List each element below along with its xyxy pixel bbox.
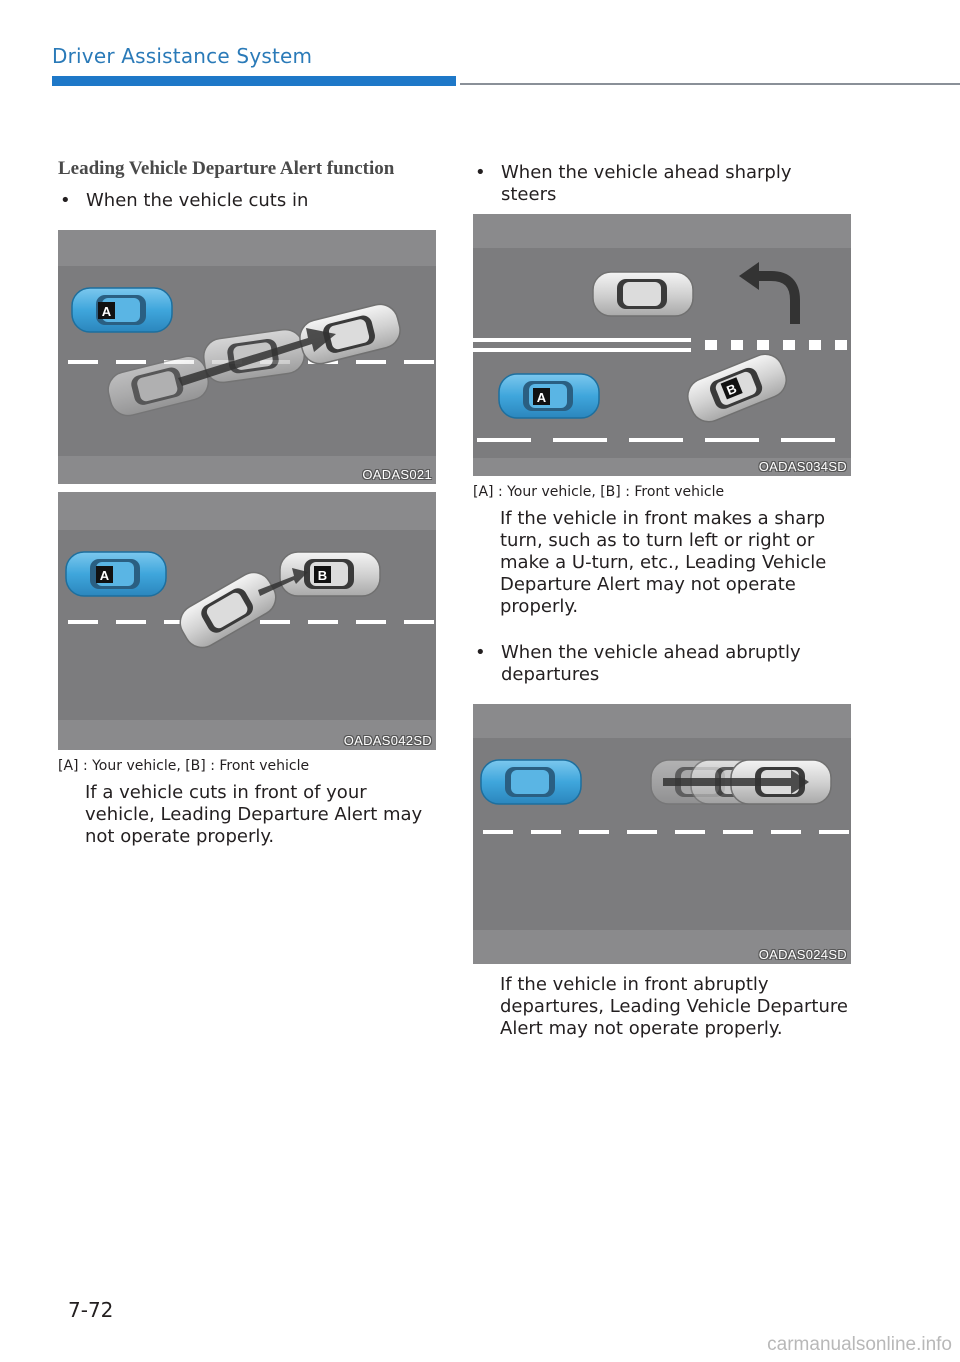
bullet-text: When the vehicle ahead sharply steers — [501, 162, 792, 205]
body-text: If a vehicle cuts in front of your vehicle, Leading Departure Alert may not operate properly. — [85, 782, 423, 847]
car-b-label: B — [317, 568, 328, 583]
bullet-dot: • — [475, 642, 486, 663]
left-column — [58, 158, 436, 848]
right-column — [473, 158, 851, 1040]
bullet-dot: • — [60, 190, 71, 211]
bullet-text: When the vehicle ahead abruptly departures — [501, 642, 801, 685]
figure-caption: [A] : Your vehicle, [B] : Front vehicle — [473, 484, 725, 500]
page-number: 7-72 — [68, 1298, 114, 1322]
bullet-dot: • — [475, 162, 486, 183]
car-a-label: A — [101, 304, 112, 319]
figure-abrupt-departure — [473, 704, 851, 964]
figure-code: OADAS042SD — [343, 733, 432, 748]
bullet-cuts-in — [58, 190, 436, 212]
figure-sharp-steer — [473, 214, 851, 476]
header-accent-bar — [52, 76, 456, 86]
road-illustration — [473, 214, 851, 476]
body-text: If the vehicle in front makes a sharp turn, such as to turn left or right or make a U-turn, etc., Leading Vehicle Departure Alert may not operate properly. — [500, 508, 827, 617]
car-a-label: A — [536, 390, 547, 405]
figure-code: OADAS021 — [362, 467, 432, 482]
road-illustration — [58, 230, 436, 484]
figure-code: OADAS024SD — [758, 947, 847, 962]
watermark: carmanualsonline.info — [767, 1334, 952, 1355]
bullet-text: When the vehicle cuts in — [86, 190, 309, 211]
bullet-sharply-steers — [473, 162, 851, 206]
road-illustration — [58, 492, 436, 750]
car-a-label: A — [99, 568, 110, 583]
body-text: If the vehicle in front abruptly departures, Leading Vehicle Departure Alert may not operate properly. — [500, 974, 848, 1039]
header-title: Driver Assistance System — [52, 44, 313, 68]
bullet-abruptly-departures — [473, 642, 851, 686]
car-b-label: B — [724, 380, 739, 399]
road-illustration — [473, 704, 851, 964]
header-divider-line — [460, 83, 960, 85]
figure-cut-in-1 — [58, 230, 436, 484]
figure-caption: [A] : Your vehicle, [B] : Front vehicle — [58, 758, 310, 774]
figure-cut-in-2 — [58, 492, 436, 750]
section-heading: Leading Vehicle Departure Alert function — [58, 158, 395, 179]
figure-code: OADAS034SD — [758, 459, 847, 474]
